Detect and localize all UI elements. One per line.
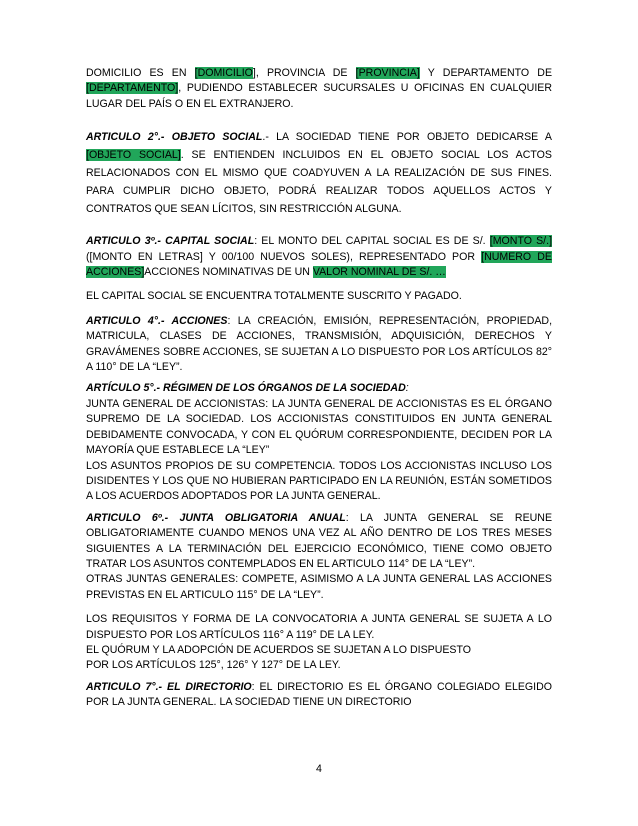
spacer [86, 218, 552, 234]
article-3-paragraph [86, 234, 552, 280]
article-3-heading: ARTICULO 3º.- CAPITAL SOCIAL [86, 235, 255, 248]
text-run: ], PROVINCIA DE [252, 67, 356, 79]
document-page [86, 66, 552, 711]
placeholder-provincia: [PROVINCIA] [355, 67, 420, 79]
text-run: ([MONTO EN LETRAS] Y 00/100 NUEVOS SOLES), REPRESENTADO POR [86, 250, 482, 263]
capital-paid-paragraph: EL CAPITAL SOCIAL SE ENCUENTRA TOTALMENTE SUSCRITO Y PAGADO. [86, 290, 462, 303]
article-6-quorum-line-1: EL QUÓRUM Y LA ADOPCIÓN DE ACUERDOS SE SUJETAN A LO DISPUESTO [86, 643, 472, 656]
text-run: : LA JUNTA GENERAL SE REUNE OBLIGATORIAMENTE CUANDO MENOS UNA VEZ AL AÑO DENTRO DE LOS TRES MESES SIGUIENTES A LA TERMINACIÓN DEL EJERCICIO ECONÓMICO, TIENE COMO OBJETO TRATAR LOS ASUNTOS CONTEMPLADOS EN EL ARTICULO 114° DE LA “LEY”. [86, 511, 553, 570]
article-6-requisitos: LOS REQUISITOS Y FORMA DE LA CONVOCATORIA A JUNTA GENERAL SE SUJETA A LO DISPUESTO POR LOS ARTÍCULOS 116° A 119° DE LA LEY. [86, 613, 552, 641]
placeholder-valor-nominal: VALOR NOMINAL DE S/. … [312, 266, 446, 279]
article-5-paragraph-1: JUNTA GENERAL DE ACCIONISTAS: LA JUNTA GENERAL DE ACCIONISTAS ES EL ÓRGANO SUPREMO DE LA SOCIEDAD. LOS ACCIONISTAS CONSTITUIDOS EN JUNTA GENERAL DEBIDAMENTE CONVOCADA, Y CON EL QUÓRUM CORRESPONDIENTE, DECIDEN POR LA MAYORÍA QUE ESTABLECE LA “LEY” [86, 397, 552, 457]
spacer [86, 112, 552, 128]
placeholder-domicilio: [DOMICILIO [194, 67, 253, 79]
article-6-quorum-line-2: POR LOS ARTÍCULOS 125°, 126° Y 127° DE LA LEY. [86, 659, 341, 672]
article-5-heading: ARTÍCULO 5°.- RÉGIMEN DE LOS ÓRGANOS DE LA SOCIEDAD [86, 382, 406, 395]
text-run: : EL DIRECTORIO ES EL ÓRGANO COLEGIADO ELEGIDO POR LA JUNTA GENERAL. LA SOCIEDAD TIENE UN DIRECTORIO [86, 680, 553, 709]
article-4-heading: ARTICULO 4°.- ACCIONES [86, 314, 228, 327]
text-run: DOMICILIO ES EN [86, 67, 195, 79]
domicile-paragraph [86, 66, 552, 112]
text-run: . SE ENTIENDEN INCLUIDOS EN EL OBJETO SOCIAL LOS ACTOS RELACIONADOS CON EL MISMO QUE COADYUVEN A LA REALIZACIÓN DE SUS FINES. PARA CUMPLIR DICHO OBJETO, PODRÁ REALIZAR TODOS AQUELLOS ACTOS Y CONTRATOS QUE SEAN LÍCITOS, SIN RESTRICCIÓN ALGUNA. [86, 149, 552, 216]
text-run: : LA CREACIÓN, EMISIÓN, REPRESENTACIÓN, PROPIEDAD, MATRICULA, CLASES DE ACCIONES, TRANSMISIÓN, ADQUISICIÓN, DERECHOS Y GRAVÁMENES SOBRE ACCIONES, SE SUJETAN A LO DISPUESTO POR LOS ARTÍCULOS 82° A 110° DE LA “LEY”. [86, 314, 553, 374]
text-run: : [405, 382, 409, 395]
article-7-paragraph [86, 680, 552, 711]
text-run: .- LA SOCIEDAD TIENE POR OBJETO DEDICARSE A [262, 131, 552, 144]
text-run: Y DEPARTAMENTO DE [419, 67, 553, 79]
article-5-paragraph-2: LOS ASUNTOS PROPIOS DE SU COMPETENCIA. TODOS LOS ACCIONISTAS INCLUSO LOS DISIDENTES Y LOS QUE NO HUBIERAN PARTICIPADO EN LA REUNIÓN, ESTÁN SOMETIDOS A LOS ACUERDOS ADOPTADOS POR LA JUNTA GENERAL. [86, 459, 552, 503]
placeholder-monto: [MONTO S/.] [489, 235, 553, 248]
article-4-paragraph [86, 314, 552, 376]
spacer [86, 280, 552, 289]
article-6-paragraph [86, 511, 552, 573]
text-run: : EL MONTO DEL CAPITAL SOCIAL ES DE S/. [254, 235, 490, 248]
article-5-heading-line [86, 381, 552, 396]
page-number: 4 [316, 763, 322, 775]
placeholder-objeto-social: [OBJETO SOCIAL] [86, 149, 181, 162]
article-6-heading: ARTICULO 6º.- JUNTA OBLIGATORIA ANUAL [86, 511, 346, 524]
text-run: ACCIONES NOMINATIVAS DE UN [144, 266, 313, 279]
text-run: , PUDIENDO ESTABLECER SUCURSALES U OFICINAS EN CUALQUIER LUGAR DEL PAÍS O EN EL EXTRANJERO. [86, 82, 552, 110]
article-2-paragraph [86, 128, 552, 218]
placeholder-departamento: [DEPARTAMENTO] [86, 82, 179, 95]
spacer [86, 305, 552, 314]
article-7-heading: ARTICULO 7°.- EL DIRECTORIO [86, 680, 252, 693]
article-2-heading: ARTICULO 2°.- OBJETO SOCIAL [86, 131, 263, 144]
spacer [86, 603, 552, 612]
article-6-other-juntas: OTRAS JUNTAS GENERALES: COMPETE, ASIMISMO A LA JUNTA GENERAL LAS ACCIONES PREVISTAS EN EL ARTICULO 115° DE LA “LEY”. [86, 573, 552, 601]
placeholder-numero-acciones: [NUMERO DE ACCIONES] [86, 250, 552, 279]
